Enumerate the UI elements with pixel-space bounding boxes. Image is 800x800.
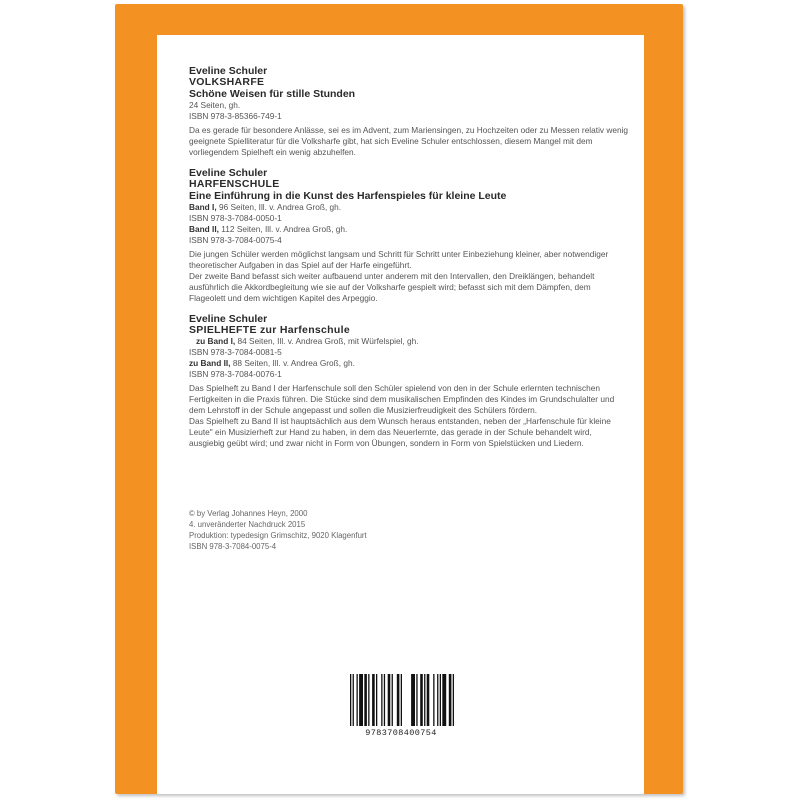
imprint — [189, 508, 489, 552]
band-1-info — [189, 336, 629, 347]
barcode-bar — [392, 674, 393, 726]
barcode-bar — [442, 674, 446, 726]
band-details: 84 Seiten, Ill. v. Andrea Groß, mit Würfelspiel, gh. — [237, 336, 419, 346]
band-label: zu Band II, — [189, 358, 231, 368]
barcode-bar — [364, 674, 367, 726]
description: Da es gerade für besondere Anlässe, sei es im Advent, zum Mariensingen, zu Hochzeiten oder zu Messen relativ wenig geeignete Spielliteratur für die Volksharfe gibt, hat sich Eveline Schuler entschlossen, diesem Mangel mit dem vorliegendem Spielheft ein wenig abzuhelfen. — [189, 125, 629, 157]
entry-spielhefte — [189, 314, 629, 449]
band-details: 96 Seiten, Ill. v. Andrea Groß, gh. — [218, 202, 342, 212]
barcode-digits: 9783708400754 — [365, 728, 437, 738]
page-info: 24 Seiten, gh. — [189, 100, 241, 110]
isbn: ISBN 978-3-7084-0075-4 — [189, 235, 282, 245]
description: Das Spielheft zu Band II ist hauptsächlich aus dem Wunsch heraus entstanden, neben der „Harfenschule für kleine Leute" ein Musizierheft zur Hand zu haben, in dem das Neuerlernte, das gerade in der Schule behandelt wird, ausgiebig geübt wird; und zwar nicht in Form von Übungen, sondern in Form von Spielstücken und Liedern. — [189, 416, 611, 448]
isbn: ISBN 978-3-7084-0076-1 — [189, 369, 282, 379]
barcode-bars — [346, 674, 456, 730]
barcode-bar — [372, 674, 375, 726]
barcode-bar — [401, 674, 402, 726]
book-title: Schöne Weisen für stille Stunden — [189, 88, 356, 100]
barcode-bar — [420, 674, 423, 726]
isbn: ISBN 978-3-7084-0081-5 — [189, 347, 282, 357]
band-2-info — [189, 358, 629, 369]
isbn-line: ISBN 978-3-7084-0075-4 — [189, 542, 277, 551]
barcode-bar — [416, 674, 417, 726]
barcode-bar — [449, 674, 452, 726]
isbn: ISBN 978-3-7084-0050-1 — [189, 213, 282, 223]
barcode-bar — [433, 674, 434, 726]
barcode-bar — [350, 674, 351, 726]
reprint-line: 4. unveränderter Nachdruck 2015 — [189, 520, 306, 529]
copyright-line: © by Verlag Johannes Heyn, 2000 — [189, 509, 308, 518]
band-details: 112 Seiten, Ill. v. Andrea Groß, gh. — [221, 224, 348, 234]
barcode-bar — [359, 674, 363, 726]
band-label: zu Band I, — [196, 336, 236, 346]
entry-volksharfe — [189, 66, 629, 158]
description: Die jungen Schüler werden möglichst langsam und Schritt für Schritt unter Einbeziehung kleiner, aber notwendiger theoretischer Aufgaben in das Spiel auf der Harfe eingeführt. — [189, 249, 609, 270]
band-1-info — [189, 202, 629, 213]
barcode-bar — [353, 674, 354, 726]
series-title: HARFENSCHULE — [189, 178, 280, 190]
barcode-bar — [388, 674, 391, 726]
series-title: SPIELHEFTE zur Harfenschule — [189, 324, 350, 336]
band-label: Band II, — [189, 224, 219, 234]
isbn-barcode — [346, 674, 456, 741]
author-name: Eveline Schuler — [189, 167, 268, 179]
band-2-info — [189, 224, 629, 235]
barcode-bar — [368, 674, 369, 726]
description: Der zweite Band befasst sich weiter aufbauend unter anderem mit den Intervallen, den Dreiklängen, behandelt ausführlich die Akkordbegleitung wie sie auf der Volksharfe gespielt wird; befasst sich mit dem Dämpfen, dem Flageolett und dem wichtigen Kapitel des Arpeggio. — [189, 271, 595, 303]
barcode-bar — [357, 674, 358, 726]
barcode-bar — [376, 674, 377, 726]
author-name: Eveline Schuler — [189, 65, 268, 77]
barcode-bar — [397, 674, 400, 726]
barcode-bar — [440, 674, 441, 726]
barcode-bar — [453, 674, 454, 726]
barcode-bar — [381, 674, 382, 726]
series-title: VOLKSHARFE — [189, 76, 265, 88]
band-label: Band I, — [189, 202, 217, 212]
isbn: ISBN 978-3-85366-749-1 — [189, 111, 282, 121]
barcode-bar — [437, 674, 438, 726]
production-line: Produktion: typedesign Grimschitz, 9020 Klagenfurt — [189, 531, 367, 540]
author-name: Eveline Schuler — [189, 313, 268, 325]
book-listing — [189, 66, 629, 459]
description: Das Spielheft zu Band I der Harfenschule soll den Schüler spielend von den in der Schule erlernten technischen Fertigkeiten in die Praxis führen. Die Stücke sind dem musikalischen Empfinden des Kindes im Grundschulalter und dem Lehrstoff in der Schule angepasst und sollen die Musizierfreudigkeit des Schülers fördern. — [189, 383, 615, 415]
barcode-bar — [384, 674, 385, 726]
barcode-bar — [427, 674, 430, 726]
barcode-bar — [411, 674, 415, 726]
entry-harfenschule — [189, 168, 629, 304]
barcode-bar — [424, 674, 425, 726]
band-details: 88 Seiten, Ill. v. Andrea Groß, gh. — [232, 358, 355, 368]
book-title: Eine Einführung in die Kunst des Harfenspieles für kleine Leute — [189, 190, 507, 202]
